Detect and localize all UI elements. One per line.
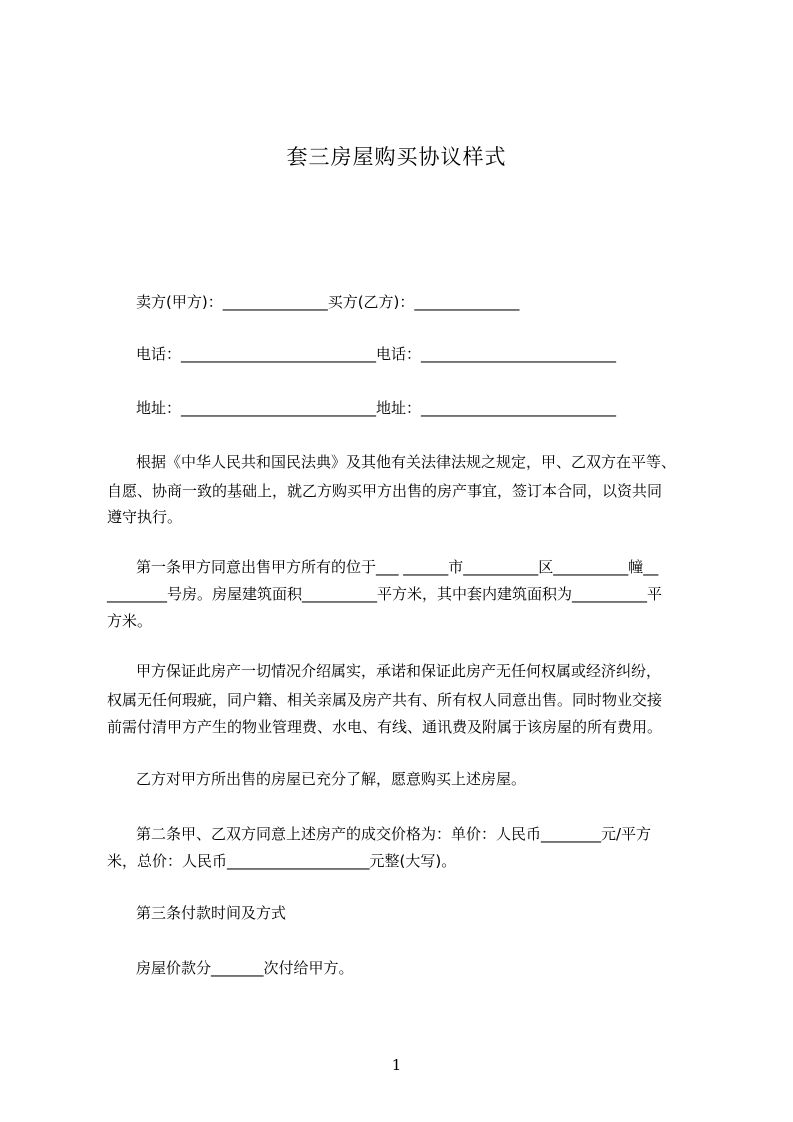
payment-installments-line: 房屋价款分_______次付给甲方。: [136, 959, 354, 977]
buyer-acknowledgement: 乙方对甲方所出售的房屋已充分了解，愿意购买上述房屋。: [136, 770, 527, 788]
phone-line: 电话：__________________________电话：__________________________: [136, 345, 617, 363]
clause-1-line-3: 方米。: [107, 612, 153, 630]
guarantee-line-2: 权属无任何瑕疵，同户籍、相关亲属及房产共有、所有权人同意出售。同时物业交接: [107, 691, 663, 709]
clause-1-line-2: ________号房。房屋建筑面积__________平方米，其中套内建筑面积为__________平: [107, 585, 663, 603]
seller-buyer-line: 卖方(甲方)：______________买方(乙方)：______________: [136, 293, 520, 311]
address-line: 地址：__________________________地址：__________________________: [136, 399, 617, 417]
preamble-line-1: 根据《中华人民共和国民法典》及其他有关法律法规之规定，甲、乙双方在平等、: [136, 453, 677, 471]
preamble-line-2: 自愿、协商一致的基础上，就乙方购买甲方出售的房产事宜，签订本合同，以资共同: [107, 482, 663, 500]
clause-1-line-1: 第一条甲方同意出售甲方所有的位于___ ______市__________区__________幢__: [136, 558, 659, 576]
document-title: 套三房屋购买协议样式: [286, 145, 507, 169]
clause-2-line-2: 米，总价：人民币___________________元整(大写)。: [107, 852, 457, 870]
guarantee-line-3: 前需付清甲方产生的物业管理费、水电、有线、通讯费及附属于该房屋的所有费用。: [107, 718, 663, 736]
clause-2-line-1: 第二条甲、乙双方同意上述房产的成交价格为：单价：人民币________元/平方: [136, 825, 652, 843]
page-number: 1: [391, 1056, 402, 1074]
preamble-line-3: 遵守执行。: [107, 508, 183, 526]
clause-3-heading: 第三条付款时间及方式: [136, 904, 287, 922]
guarantee-line-1: 甲方保证此房产一切情况介绍属实，承诺和保证此房产无任何权属或经济纠纷，: [136, 662, 662, 680]
